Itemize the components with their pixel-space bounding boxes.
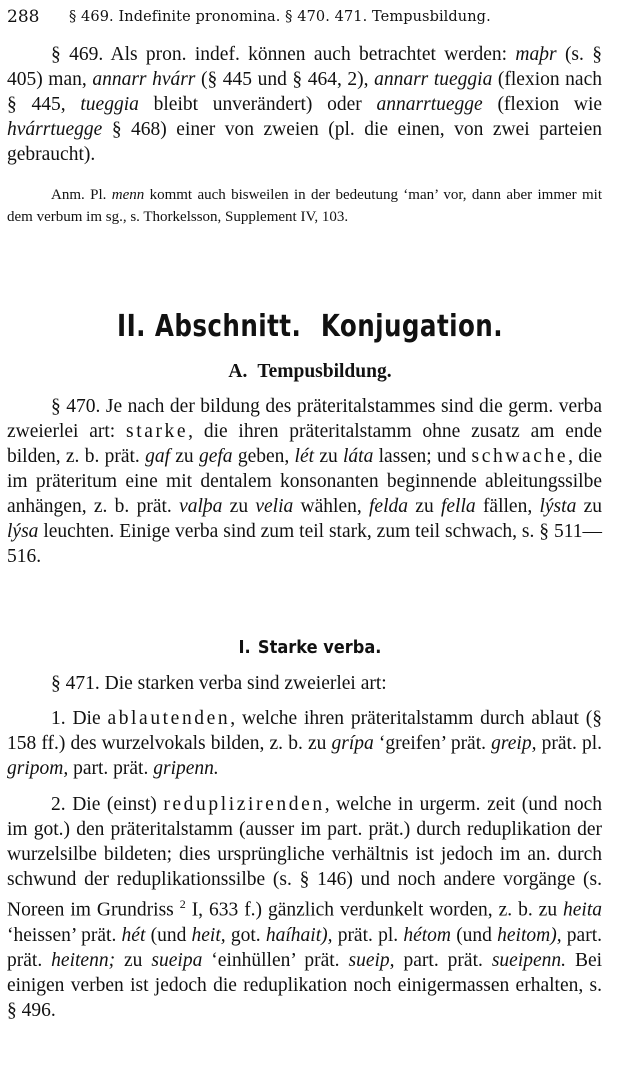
word-heita: heita bbox=[563, 899, 603, 921]
word-heit: heit, bbox=[191, 924, 226, 946]
chapter-number: II. Abschnitt. bbox=[117, 309, 302, 344]
word-gripa: grípa bbox=[331, 733, 374, 754]
anm-label: Anm. bbox=[51, 187, 85, 203]
word-greip: greip, bbox=[491, 733, 537, 754]
section-heading bbox=[0, 358, 620, 386]
word-let: lét bbox=[294, 446, 315, 467]
word-gaf: gaf bbox=[145, 446, 170, 467]
paragraph-469: § 469. Als pron. indef. können auch betrachtet werden: maþr (s. § 405) man, annarr hvárr (§ 445 und § 464, 2), annarr tueggia (flexion nach § 445, tueggia bleibt unverändert) oder annarrtuegge (flexion wie hvárrtuegge § 468) einer von zweien (pl. die einen, von zwei parteien gebraucht). bbox=[7, 44, 603, 165]
chapter-title: Konjugation. bbox=[320, 309, 503, 344]
word-lysta: lýsta bbox=[539, 496, 577, 517]
word-fella: fella bbox=[440, 496, 476, 517]
list-item-1: 1. Die ablautenden, welche ihren präteritalstamm durch ablaut (§ 158 ff.) des wurzelvokals bilden, z. b. zu grípa ‘greifen’ prät. greip, prät. pl. gripom, part. prät. gripenn. bbox=[7, 708, 602, 779]
word-menn: menn bbox=[111, 187, 145, 203]
word-tueggia: tueggia bbox=[80, 94, 139, 115]
subsection-number: I. bbox=[238, 637, 251, 658]
item-number-1: 1. bbox=[51, 708, 66, 729]
section-mark-469: § 469. bbox=[51, 44, 104, 65]
word-valtha: valþa bbox=[179, 496, 223, 517]
word-annarr-tueggia: annarr tueggia bbox=[374, 69, 493, 90]
paragraph-470: § 470. Je nach der bildung des präteritalstammes sind die germ. verba zweierlei art: starke, die ihren präteritalstamm ohne zusatz am ende bilden, z. b. prät. gaf zu gefa geben, lét zu láta lassen; und schwache, die im präteritum eine mit dentalem konsonanten beginnende ableitungssilbe anhängen, z. b. prät. valþa zu velia wählen, felda zu fella fällen, lýsta zu lýsa leuchten. Einige verba sind zum teil stark, zum teil schwach, s. § 511—516. bbox=[7, 396, 603, 567]
word-lysa: lýsa bbox=[7, 521, 39, 542]
word-lata: láta bbox=[343, 446, 374, 467]
word-felda: felda bbox=[369, 496, 409, 517]
word-gripom: gripom, bbox=[7, 758, 69, 779]
subsection-heading bbox=[31, 634, 589, 662]
term-reduplizirenden: reduplizirenden bbox=[163, 794, 325, 815]
term-ablautenden: ablautenden bbox=[107, 708, 231, 729]
word-gefa: gefa bbox=[198, 446, 233, 467]
section-mark-471: § 471. bbox=[51, 673, 100, 694]
word-sueipenn: sueipenn. bbox=[491, 949, 567, 971]
word-velia: velia bbox=[255, 496, 294, 517]
subsection-title: Starke verba. bbox=[257, 637, 382, 658]
word-gripenn: gripenn. bbox=[153, 758, 219, 779]
superscript-2: 2 bbox=[179, 897, 186, 911]
word-mathr: maþr bbox=[515, 44, 557, 65]
list-item-2: 2. Die (einst) reduplizirenden, welche in urgerm. zeit (und noch im got.) den präteritalstamm (ausser im part. prät.) durch reduplikation der wurzelsilbe bildeten; dies ursprüngliche verhältnis ist jedoch im an. durch schwund der reduplikationssilbe (s. § 146) und noch andere vorgänge (s. Noreen im Grundriss $^2$ I, 633 f.) gänzlich verdunkelt worden, z. b. zu heita ‘heissen’ prät. hét (und heit, got. haíhait), prät. pl. hétom (und heitom), part. prät. heitenn; zu sueipa ‘einhüllen’ prät. sueip, part. prät. sueipenn. Bei einigen verben ist jedoch die reduplikation noch einigermassen erhalten, s. § 496. bbox=[7, 794, 603, 1021]
word-heitenn: heitenn; bbox=[51, 949, 116, 971]
word-heitom: heitom), bbox=[497, 924, 562, 946]
word-hvarrtuegge: hvárrtuegge bbox=[7, 119, 103, 140]
word-het: hét bbox=[121, 924, 146, 946]
section-title: Tempusbildung. bbox=[257, 361, 392, 382]
item-number-2: 2. bbox=[51, 794, 66, 815]
term-schwache: schwache bbox=[471, 446, 569, 467]
word-sueipa: sueipa bbox=[151, 949, 203, 971]
word-annarrtuegge: annarrtuegge bbox=[376, 94, 483, 115]
section-mark-470: § 470. bbox=[51, 396, 101, 417]
annotation-note: Anm. Pl. menn kommt auch bisweilen in der bedeutung ‘man’ vor, dann aber immer mit dem verbum im sg., s. Thorkelsson, Supplement IV, 103. bbox=[7, 187, 603, 225]
running-title: § 469. Indefinite pronomina. § 470. 471. Tempusbildung. bbox=[69, 9, 491, 25]
section-letter: A. bbox=[228, 361, 248, 382]
term-starke: starke bbox=[126, 421, 189, 442]
chapter-heading bbox=[56, 305, 564, 349]
word-haihait: haíhait), bbox=[265, 924, 333, 946]
word-annarr-hvarr: annarr hvárr bbox=[92, 69, 196, 90]
running-header bbox=[7, 4, 613, 30]
word-sueip: sueip, bbox=[348, 949, 395, 971]
page-number: 288 bbox=[7, 7, 40, 27]
paragraph-471: § 471. Die starken verba sind zweierlei art: bbox=[51, 673, 387, 694]
word-hetom: hétom bbox=[403, 924, 451, 946]
